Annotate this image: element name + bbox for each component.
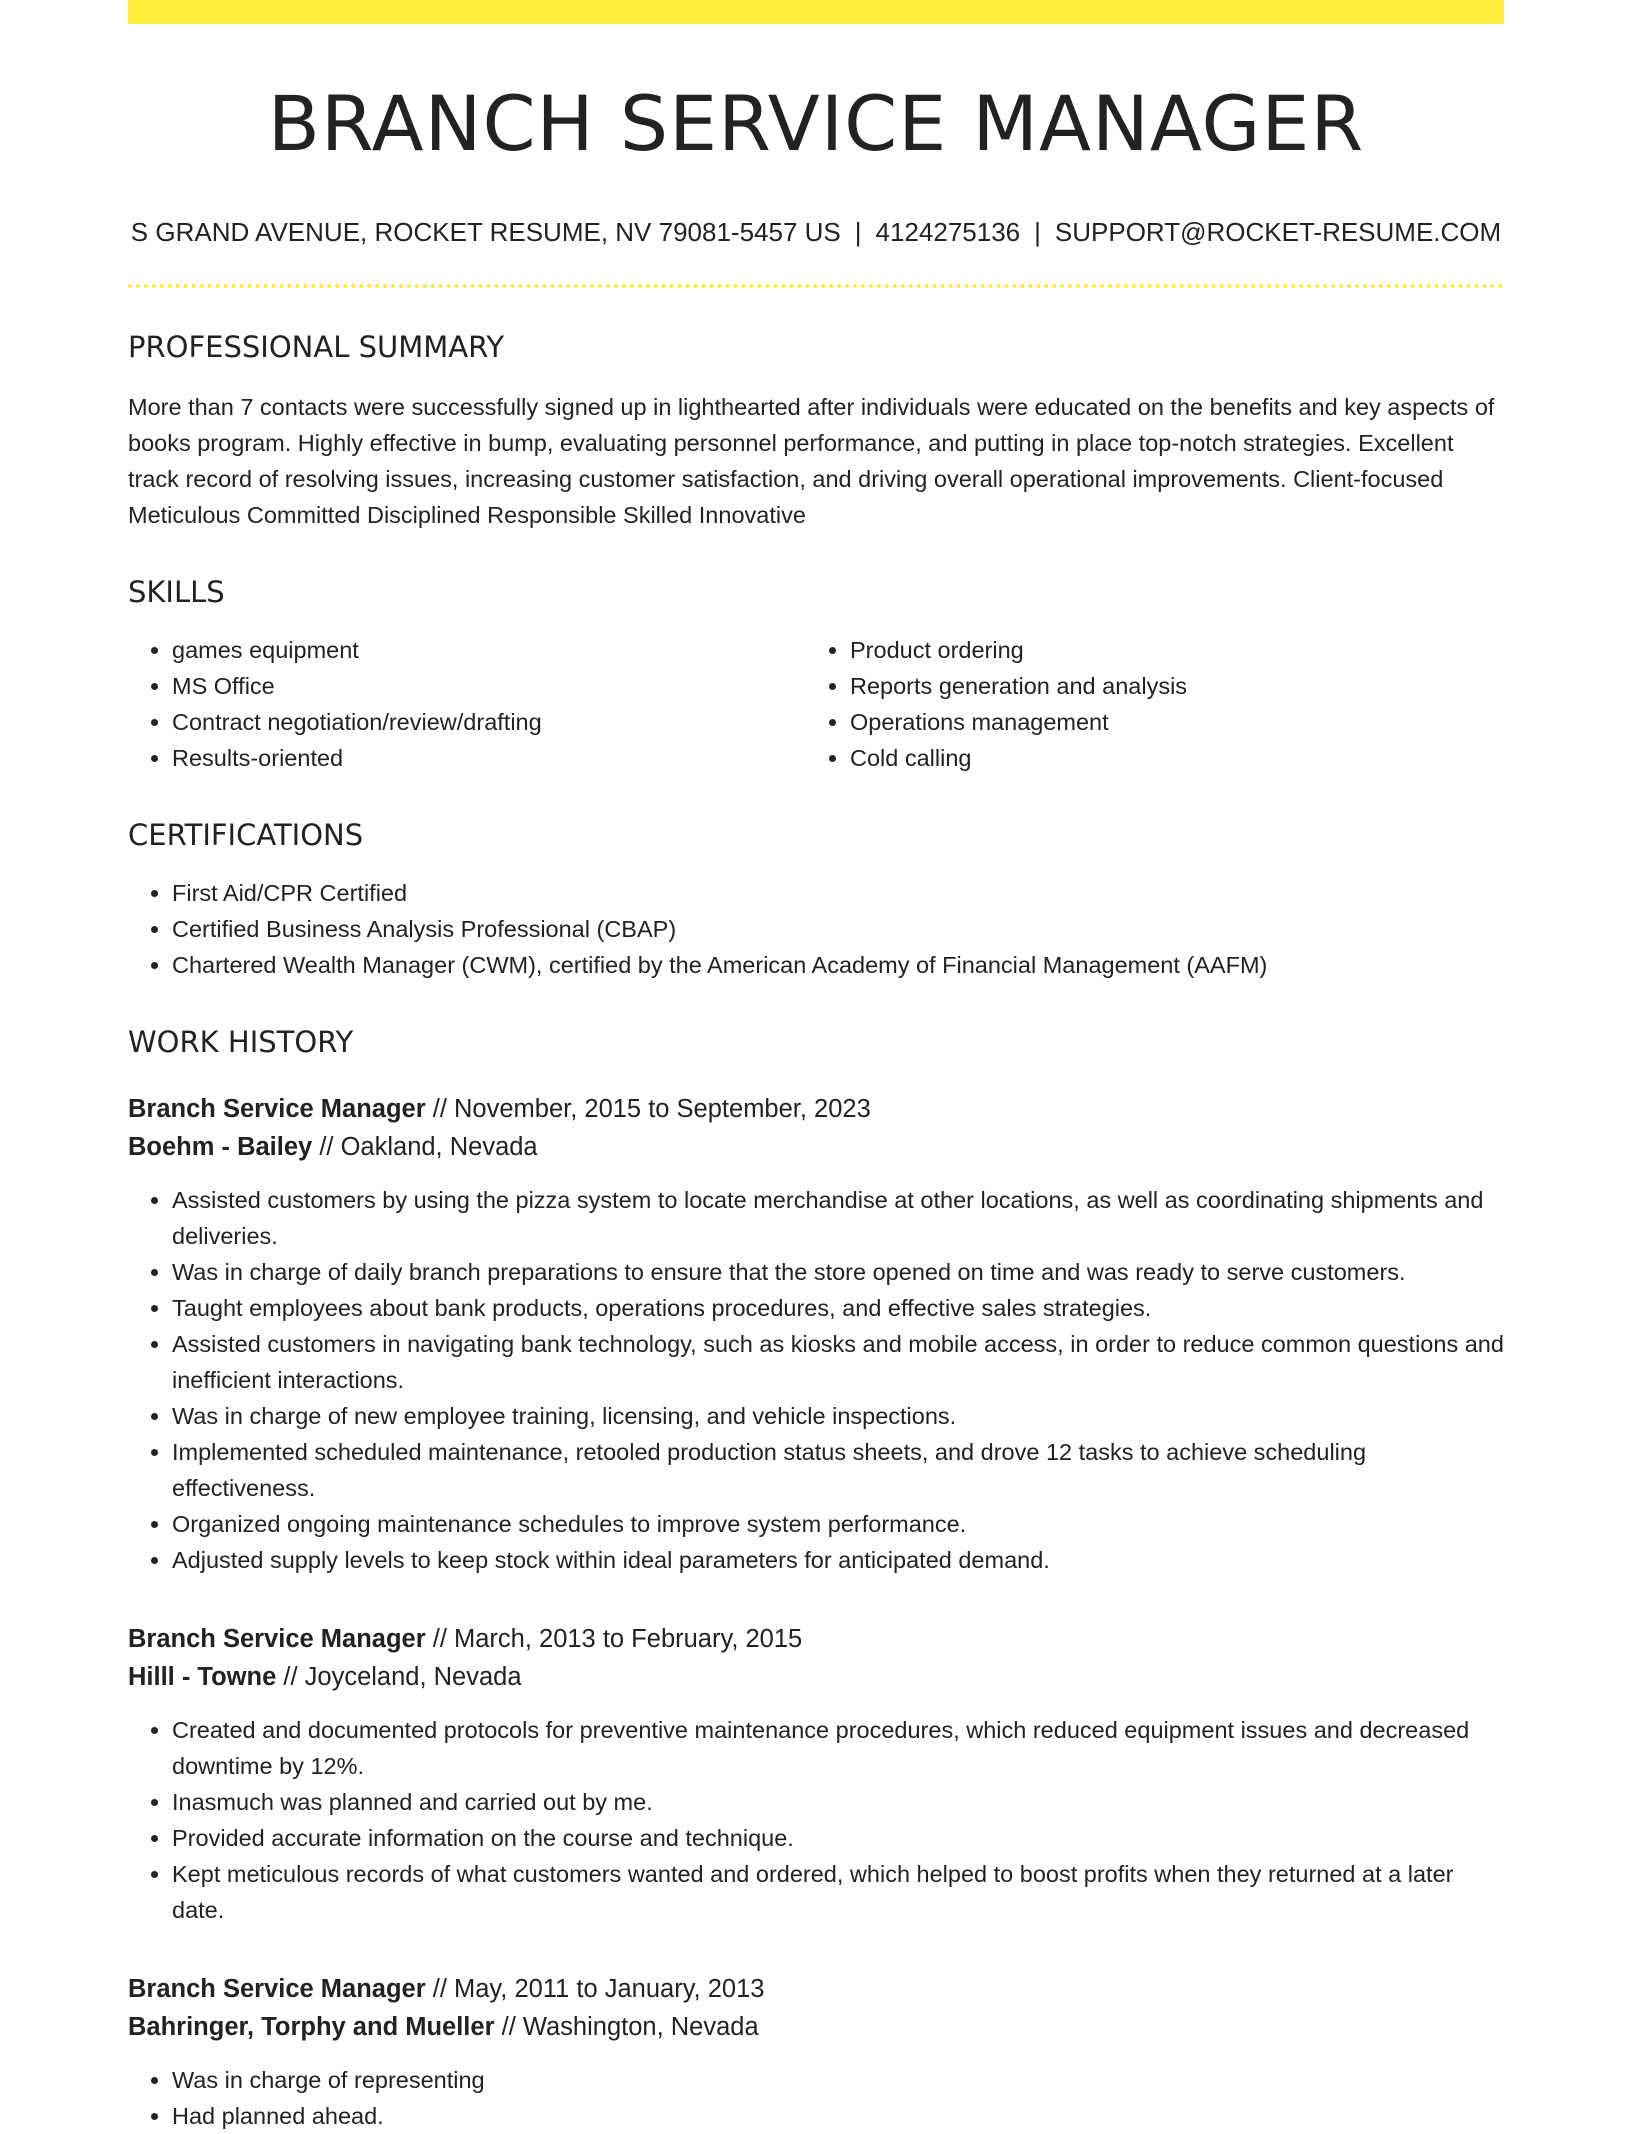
certifications-section	[128, 818, 1504, 983]
job-dates: November, 2015 to September, 2023	[454, 1094, 871, 1123]
job-entry	[128, 1090, 1504, 1578]
job-bullet: • Was in charge of daily branch preparations to ensure that the store opened on time and was ready to serve customers.	[172, 1254, 1504, 1290]
job-dates: May, 2011 to January, 2013	[454, 1974, 765, 2003]
job-bullet: • Implemented scheduled maintenance, retooled production status sheets, and drove 12 tasks to achieve scheduling effectiveness.	[172, 1434, 1504, 1506]
contact-separator: |	[1034, 217, 1041, 248]
jobs-container	[128, 1090, 1504, 2134]
work-history-heading: WORK HISTORY	[128, 1024, 354, 1059]
certification-item: • Chartered Wealth Manager (CWM), certified by the American Academy of Financial Management (AAFM)	[172, 947, 1504, 983]
skill-item: • Cold calling	[850, 740, 1484, 776]
job-entry	[128, 1620, 1504, 1928]
job-company-line	[128, 1658, 1504, 1696]
job-separator: //	[501, 2012, 516, 2041]
summary-heading: PROFESSIONAL SUMMARY	[128, 330, 505, 365]
certification-item: • Certified Business Analysis Professional (CBAP)	[172, 911, 1504, 947]
skill-item: • Reports generation and analysis	[850, 668, 1484, 704]
job-location: Joyceland, Nevada	[304, 1662, 522, 1691]
job-title: Branch Service Manager	[128, 1624, 426, 1653]
skill-item: • Product ordering	[850, 632, 1484, 668]
contact-separator: |	[854, 217, 862, 248]
job-title-line	[128, 1970, 1504, 2008]
job-bullet: • Assisted customers in navigating bank technology, such as kiosks and mobile access, in order to reduce common questions and inefficient interactions.	[172, 1326, 1504, 1398]
job-separator: //	[432, 1624, 447, 1653]
job-title-line	[128, 1620, 1504, 1658]
job-separator: //	[432, 1094, 447, 1123]
job-company: Boehm - Bailey	[128, 1132, 313, 1161]
job-bullet: • Provided accurate information on the course and technique.	[172, 1820, 1504, 1856]
job-title-line	[128, 1090, 1504, 1128]
contact-phone: 4124275136	[875, 217, 1021, 248]
job-company: Hilll - Towne	[128, 1662, 277, 1691]
skill-item: • Contract negotiation/review/drafting	[172, 704, 806, 740]
job-bullet: • Taught employees about bank products, operations procedures, and effective sales strategies.	[172, 1290, 1504, 1326]
accent-top-bar	[128, 0, 1504, 24]
skills-list-left	[128, 632, 806, 776]
job-separator: //	[432, 1974, 447, 2003]
contact-email: SUPPORT@ROCKET-RESUME.COM	[1054, 217, 1502, 248]
job-location: Washington, Nevada	[522, 2012, 759, 2041]
job-bullet: • Adjusted supply levels to keep stock within ideal parameters for anticipated demand.	[172, 1542, 1504, 1578]
job-bullet: • Was in charge of representing	[172, 2062, 1504, 2098]
contact-address: S GRAND AVENUE, ROCKET RESUME, NV 79081-5457 US	[130, 217, 841, 248]
skills-heading: SKILLS	[128, 575, 225, 610]
work-history-section	[128, 1025, 1504, 2134]
job-company-line	[128, 1128, 1504, 1166]
skills-grid	[128, 632, 1504, 776]
job-separator: //	[283, 1662, 298, 1691]
job-title: Branch Service Manager	[128, 1094, 426, 1123]
summary-section	[128, 330, 1504, 533]
certifications-list	[128, 875, 1504, 983]
job-bullets	[128, 1182, 1504, 1578]
dotted-divider	[128, 284, 1504, 288]
job-company: Bahringer, Torphy and Mueller	[128, 2012, 495, 2041]
certifications-heading: CERTIFICATIONS	[128, 817, 364, 852]
job-bullets	[128, 2062, 1504, 2134]
job-company-line	[128, 2008, 1504, 2046]
contact-line	[128, 217, 1504, 248]
certification-item: • First Aid/CPR Certified	[172, 875, 1504, 911]
resume-page	[128, 0, 1504, 2134]
job-dates: March, 2013 to February, 2015	[454, 1624, 803, 1653]
summary-text: More than 7 contacts were successfully signed up in lighthearted after individuals were educated on the benefits and key aspects of books program. Highly effective in bump, evaluating personnel performance, and putting in place top-notch strategies. Excellent track record of resolving issues, increasing customer satisfaction, and driving overall operational improvements. Client-focused Meticulous Committed Disciplined Responsible Skilled Innovative	[128, 394, 1495, 529]
job-bullets	[128, 1712, 1504, 1928]
skill-item: • Results-oriented	[172, 740, 806, 776]
job-bullet: • Created and documented protocols for preventive maintenance procedures, which reduced equipment issues and decreased downtime by 12%.	[172, 1712, 1504, 1784]
job-bullet: • Assisted customers by using the pizza system to locate merchandise at other locations, as well as coordinating shipments and deliveries.	[172, 1182, 1504, 1254]
skill-item: • games equipment	[172, 632, 806, 668]
job-bullet: • Organized ongoing maintenance schedules to improve system performance.	[172, 1506, 1504, 1542]
skill-item: • MS Office	[172, 668, 806, 704]
job-bullet: • Kept meticulous records of what customers wanted and ordered, which helped to boost profits when they returned at a later date.	[172, 1856, 1504, 1928]
job-entry	[128, 1970, 1504, 2134]
job-bullet: • Had planned ahead.	[172, 2098, 1504, 2134]
job-bullet: • Inasmuch was planned and carried out by me.	[172, 1784, 1504, 1820]
job-location: Oakland, Nevada	[340, 1132, 538, 1161]
job-bullet: • Was in charge of new employee training, licensing, and vehicle inspections.	[172, 1398, 1504, 1434]
skills-list-right	[806, 632, 1484, 776]
skill-item: • Operations management	[850, 704, 1484, 740]
job-separator: //	[319, 1132, 334, 1161]
skills-section	[128, 575, 1504, 776]
resume-title: BRANCH SERVICE MANAGER	[267, 79, 1365, 168]
job-title: Branch Service Manager	[128, 1974, 426, 2003]
